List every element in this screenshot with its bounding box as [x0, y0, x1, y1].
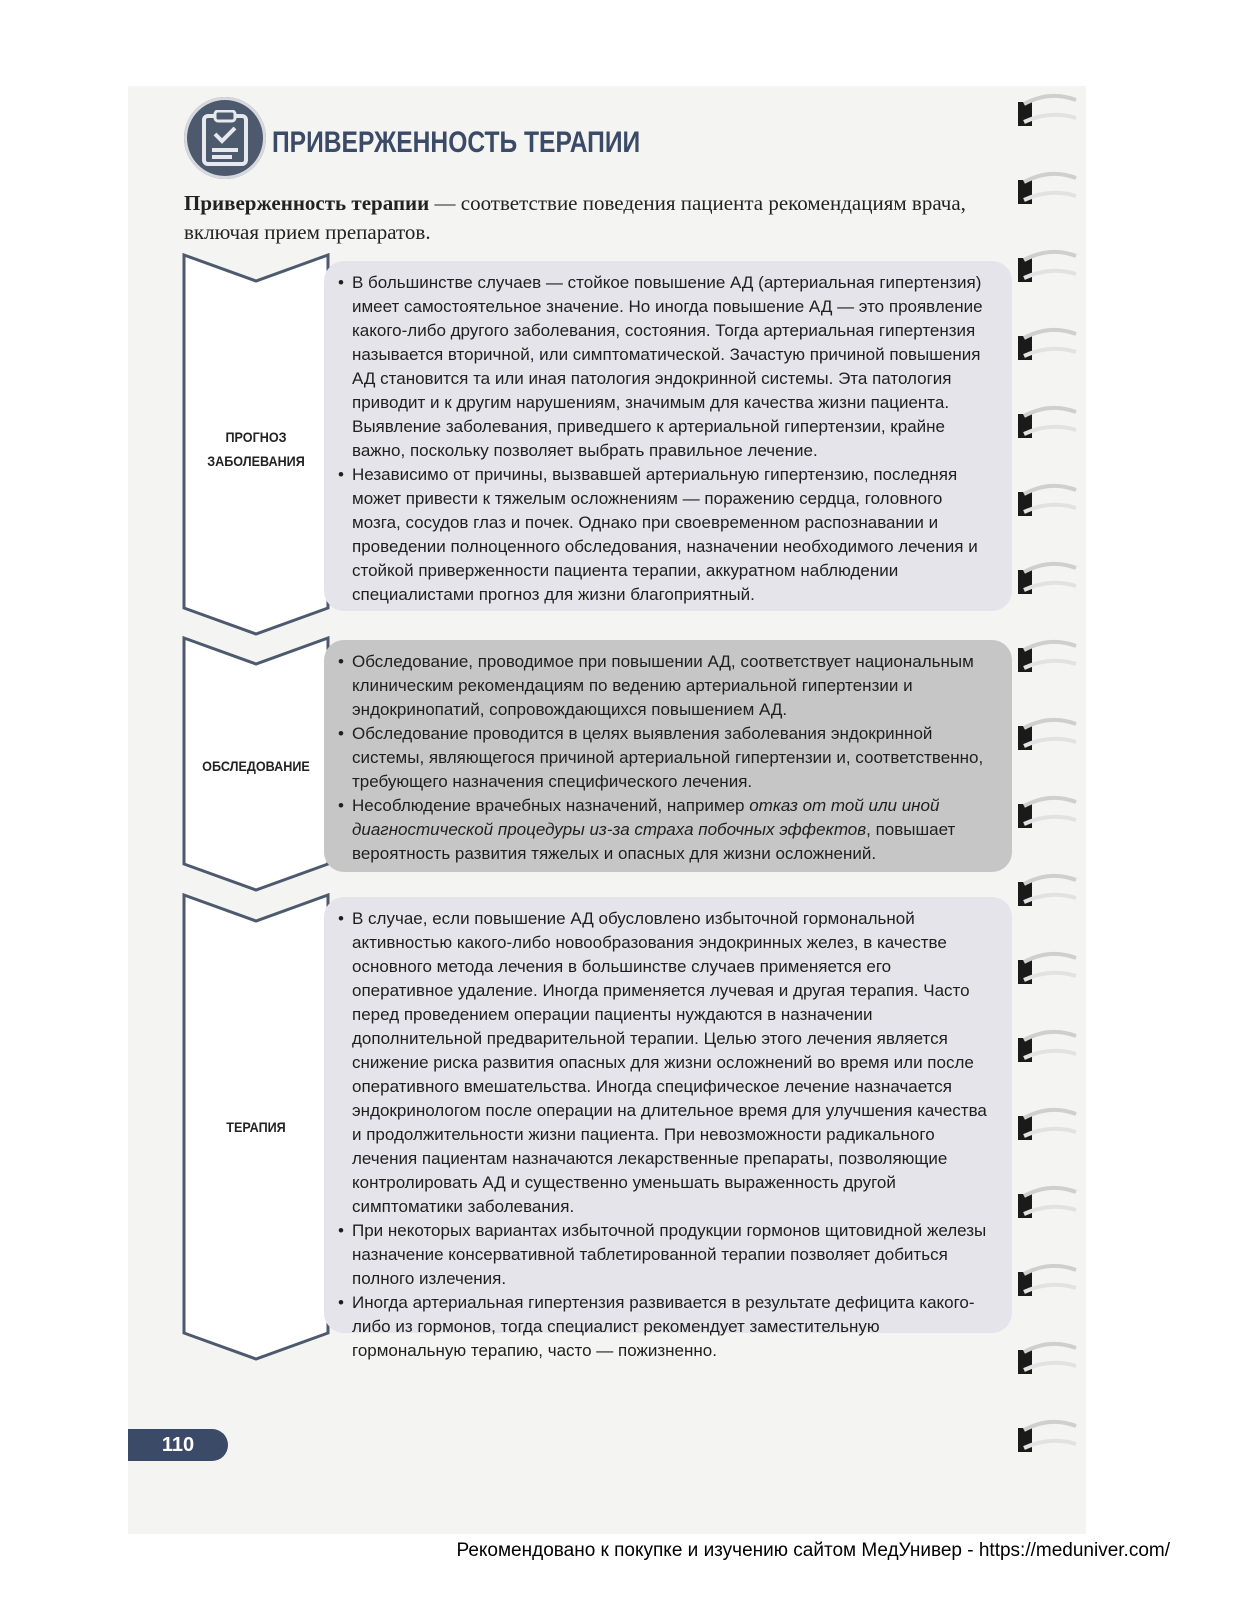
binding-ring — [1010, 482, 1080, 526]
binding-ring — [1010, 248, 1080, 292]
binding-ring — [1010, 638, 1080, 682]
section-content — [324, 897, 1012, 1360]
binding-ring — [1010, 1340, 1080, 1384]
section-prognosis — [182, 253, 1012, 638]
binding-ring — [1010, 560, 1080, 604]
intro-term: Приверженность терапии — [184, 191, 430, 215]
binding-ring — [1010, 1106, 1080, 1150]
binding-ring — [1010, 326, 1080, 370]
list-item: • Иногда артериальная гипертензия развивается в результате дефицита какого-либо из гормонов, тогда специалист рекомендует заместительную гормональную терапию, часто — пожизненно. — [352, 1291, 994, 1363]
list-item — [352, 794, 994, 866]
binding-ring — [1010, 794, 1080, 838]
section-label: ПРОГНОЗ ЗАБОЛЕВАНИЯ — [207, 429, 305, 469]
list-item: • В большинстве случаев — стойкое повышение АД (артериальная гипертензия) имеет самостоятельное значение. Но иногда повышение АД — это проявление какого-либо другого заболевания, состояния. Тогда артериальная гипертензия называется вторичной, или симптоматической. Зачастую причиной повышения АД становится та или иная патология эндокринной системы. Эта патология приводит и к другим нарушениям, значимым для качества жизни пациента. Выявление заболевания, приведшего к артериальной гипертензии, крайне важно, поскольку позволяет выбрать правильное лечение. — [352, 271, 994, 463]
section-label: ОБСЛЕДОВАНИЕ — [202, 758, 310, 774]
list-item: • В случае, если повышение АД обусловлено избыточной гормональной активностью какого-либо новообразования эндокринных желез, в качестве основного метода лечения в большинстве случаев применяется его оперативное удаление. Иногда применяется лучевая и другая терапия. Часто перед проведением операции пациенты нуждаются в назначении дополнительной предварительной терапии. Целью этого лечения является снижение риска развития опасных для жизни осложнений во время или после оперативного вмешательства. Иногда специфическое лечение назначается эндокринологом после операции на длительное время для улучшения качества и продолжительности жизни пациента. При невозможности радикального лечения пациентам назначаются лекарственные препараты, позволяющие контролировать АД и существенно уменьшать выраженность другой симптоматики заболевания. — [352, 907, 994, 1219]
section-content — [324, 261, 1012, 611]
binding-ring — [1010, 1184, 1080, 1228]
binding-ring — [1010, 170, 1080, 214]
binding-ring — [1010, 950, 1080, 994]
list-item-text: , повышает вероятность развития тяжелых и опасных для жизни осложнений. — [352, 820, 956, 863]
page-title: ПРИВЕРЖЕННОСТЬ ТЕРАПИИ — [272, 126, 641, 159]
intro-definition — [184, 189, 1034, 247]
binding-ring — [1010, 1028, 1080, 1072]
binding-ring — [1010, 1262, 1080, 1306]
section-examination — [182, 636, 1012, 894]
clipboard-check-icon — [184, 97, 266, 179]
binding-ring — [1010, 716, 1080, 760]
list-item: • Обследование проводится в целях выявления заболевания эндокринной системы, являющегося причиной артериальной гипертензии и, соответственно, требующего назначения специфического лечения. — [352, 722, 994, 794]
list-item: • При некоторых вариантах избыточной продукции гормонов щитовидной железы назначение консервативной таблетированной терапии позволяет добиться полного излечения. — [352, 1219, 994, 1291]
binding-ring — [1010, 872, 1080, 916]
spiral-binding — [1010, 86, 1090, 1534]
list-item-text: Несоблюдение врачебных назначений, например — [352, 796, 750, 815]
section-content — [324, 640, 1012, 872]
binding-ring — [1010, 404, 1080, 448]
page-number: 110 — [128, 1429, 228, 1461]
list-item: • Обследование, проводимое при повышении АД, соответствует национальным клиническим рекомендациям по ведению артериальной гипертензии и эндокринопатий, сопровождающихся повышением АД. — [352, 650, 994, 722]
binding-ring — [1010, 1418, 1080, 1462]
section-label: ТЕРАПИЯ — [226, 1119, 286, 1135]
list-item-italic: отказ от той или иной диагностической процедуры из-за страха побочных эффектов — [352, 796, 940, 839]
footer-text: Рекомендовано к покупке и изучению сайтом МедУнивер - https://meduniver.com/ — [456, 1540, 1170, 1561]
binding-ring — [1010, 92, 1080, 136]
section-therapy — [182, 893, 1012, 1363]
list-item: • Независимо от причины, вызвавшей артериальную гипертензию, последняя может привести к тяжелым осложнениям — поражению сердца, головного мозга, сосудов глаз и почек. Однако при своевременном распознавании и проведении полноценного обследования, назначении необходимого лечения и стойкой приверженности пациента терапии, аккуратном наблюдении специалистами прогноз для жизни благоприятный. — [352, 463, 994, 607]
intro-text: — соответствие поведения пациента рекомендациям врача, включая прием препаратов. — [184, 191, 966, 244]
